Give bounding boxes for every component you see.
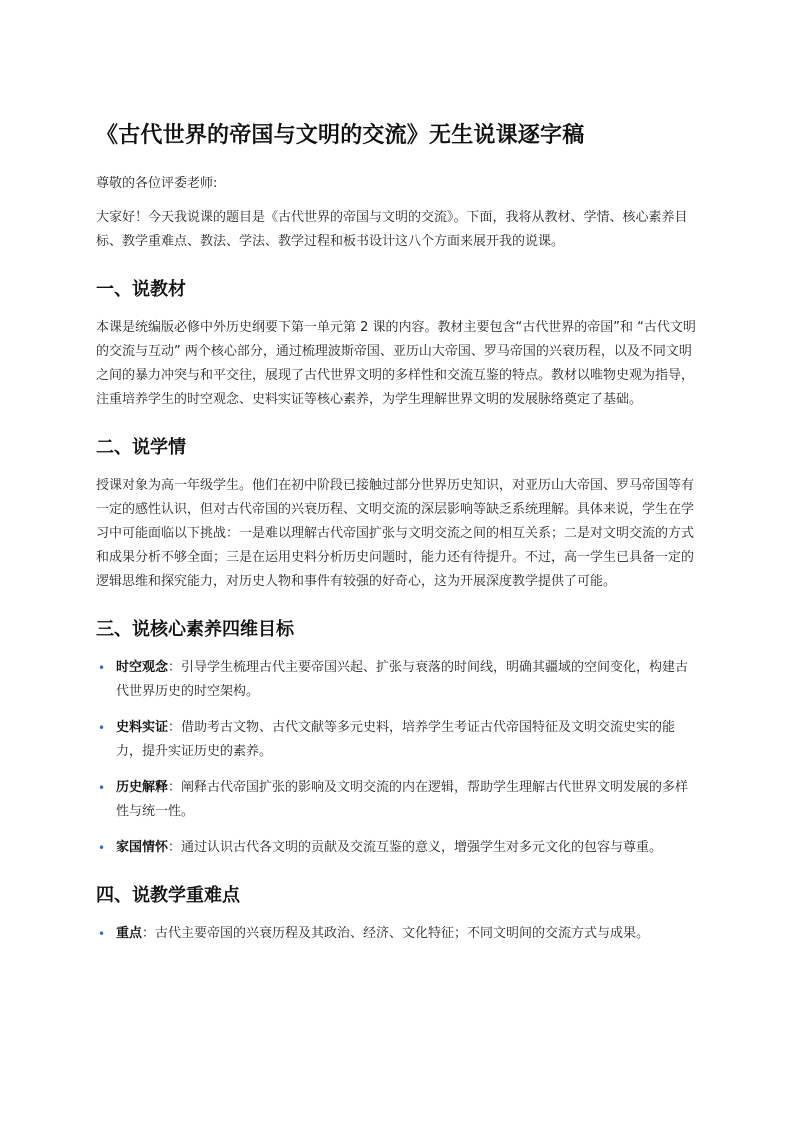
bullet-term: 史料实证	[116, 720, 169, 735]
bullet-term: 家国情怀	[116, 840, 169, 855]
bullet-term: 历史解释	[116, 780, 169, 795]
bullet-separator: ：	[168, 660, 182, 675]
key-points-list	[96, 922, 697, 946]
greeting-text: 尊敬的各位评委老师:	[96, 176, 218, 191]
section-learner-analysis	[96, 434, 697, 594]
section-key-difficult-points	[96, 882, 697, 946]
bullet-dot-icon: •	[98, 927, 106, 941]
bullet-term: 重点	[116, 926, 143, 941]
document-title: 《古代世界的帝国与文明的交流》无生说课逐字稿	[96, 123, 585, 148]
bullet-separator: ：	[168, 720, 182, 735]
list-item	[96, 776, 697, 824]
bullet-dot-icon: •	[98, 841, 106, 855]
bullet-dot-icon: •	[98, 721, 106, 735]
bullet-separator: ：	[168, 780, 182, 795]
bullet-text: 通过认识古代各文明的贡献及交流互鉴的意义，增强学生对多元文化的包容与尊重。	[181, 840, 663, 855]
bullet-dot-icon: •	[98, 781, 106, 795]
bullet-dot-icon: •	[98, 661, 106, 675]
intro-paragraph: 大家好！今天我说课的题目是《古代世界的帝国与文明的交流》。下面，我将从教材、学情、核心素养目标、教学重难点、教法、学法、教学过程和板书设计这八个方面来展开我的说课。	[96, 210, 688, 249]
bullet-text: 借助考古文物、古代文献等多元史料，培养学生考证古代帝国特征及文明交流史实的能力，提升实证历史的素养。	[116, 720, 676, 759]
section-core-literacy-goals	[96, 616, 697, 860]
section-heading: 四、说教学重难点	[96, 885, 240, 906]
goals-list	[96, 656, 697, 860]
list-item	[96, 922, 697, 946]
list-item	[96, 836, 697, 860]
bullet-term: 时空观念	[116, 660, 169, 675]
section-paragraph: 授课对象为高一年级学生。他们在初中阶段已接触过部分世界历史知识，对亚历山大帝国、罗马帝国等有一定的感性认识，但对古代帝国的兴衰历程、文明交流的深层影响等缺乏系统理解。具体来说，学生在学习中可能面临以下挑战：一是难以理解古代帝国扩张与文明交流之间的相互关系；二是对文明交流的方式和成果分析不够全面；三是在运用史料分析历史问题时，能力还有待提升。不过，高一学生已具备一定的逻辑思维和探究能力，对历史人物和事件有较强的好奇心，这为开展深度教学提供了可能。	[96, 478, 695, 589]
section-textbook	[96, 276, 697, 412]
list-item	[96, 656, 697, 704]
bullet-text: 引导学生梳理古代主要帝国兴起、扩张与衰落的时间线，明确其疆域的空间变化，构建古代世界历史的时空架构。	[116, 660, 689, 699]
section-heading: 三、说核心素养四维目标	[96, 619, 294, 640]
bullet-text: 古代主要帝国的兴衰历程及其政治、经济、文化特征；不同文明间的交流方式与成果。	[155, 926, 650, 941]
section-heading: 二、说学情	[96, 437, 186, 458]
section-heading: 一、说教材	[96, 279, 186, 300]
section-paragraph: 本课是统编版必修中外历史纲要下第一单元第 2 课的内容。教材主要包含“古代世界的帝国”和 “古代文明的交流与互动” 两个核心部分，通过梳理波斯帝国、亚历山大帝国、罗马帝国的兴衰历程，以及不同文明之间的暴力冲突与和平交往，展现了古代世界文明的多样性和交流互鉴的特点。教材以唯物史观为指导，注重培养学生的时空观念、史料实证等核心素养，为学生理解世界文明的发展脉络奠定了基础。	[96, 320, 696, 407]
list-item	[96, 716, 697, 764]
bullet-separator: ：	[142, 926, 156, 941]
bullet-separator: ：	[168, 840, 182, 855]
bullet-text: 阐释古代帝国扩张的影响及文明交流的内在逻辑，帮助学生理解古代世界文明发展的多样性与统一性。	[116, 780, 689, 819]
